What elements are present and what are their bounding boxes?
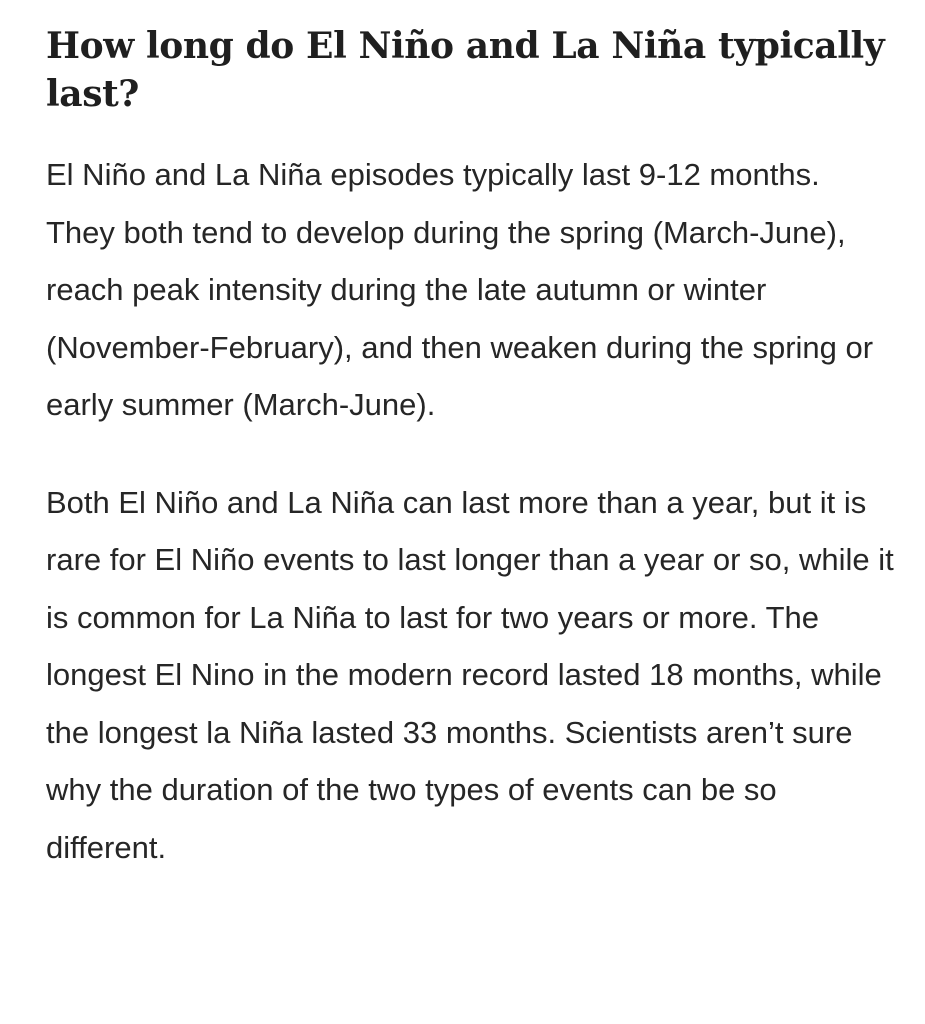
faq-article bbox=[46, 22, 896, 916]
answer-paragraph-longest-events: Both El Niño and La Niña can last more than a year, but it is rare for El Niño events to last longer than a year or so, while it is common for La Niña to last for two years or more. The longest El Nino in the modern record lasted 18 months, while the longest la Niña lasted 33 months. Scientists aren’t sure why the duration of the two types of events can be so different. bbox=[46, 484, 894, 865]
faq-question-heading: How long do El Niño and La Niña typically last? bbox=[46, 25, 885, 115]
answer-paragraph-duration: El Niño and La Niña episodes typically last 9-12 months. They both tend to develop during the spring (March-June), reach peak intensity during the late autumn or winter (November-February), and then weaken during the spring or early summer (March-June). bbox=[46, 157, 874, 422]
